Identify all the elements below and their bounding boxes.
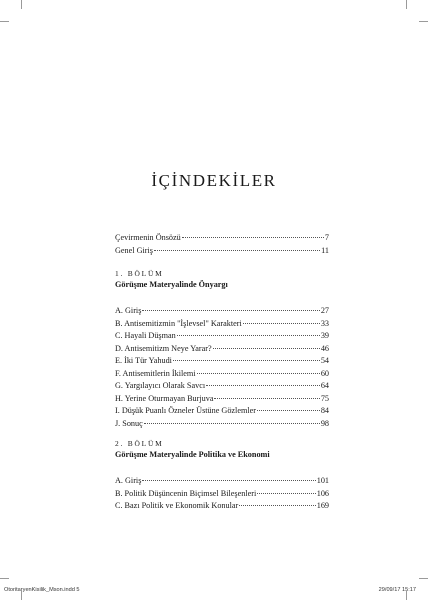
toc-entry-label: D. Antisemitizm Neye Yarar? [115,343,212,353]
toc-entry-page: 27 [320,306,329,315]
toc-entry-label: B. Antisemitizmin "İşlevsel" Karakteri [115,318,242,328]
toc-entry[interactable] [115,245,329,258]
toc-entry[interactable] [115,500,329,513]
toc-entry-label: A. Giriş [115,476,142,485]
dot-leader [257,403,320,411]
toc-entry-page: 169 [316,501,329,510]
toc-entry-page: 46 [320,343,329,353]
section-label: 1. BÖLÜM [115,269,164,278]
toc-entry-label: C. Hayali Düşman [115,331,176,340]
crop-mark [21,0,22,9]
dot-leader [197,366,320,374]
dot-leader [142,303,319,311]
dot-leader [177,328,320,336]
toc-entry-label: B. Politik Düşüncenin Biçimsel Bileşenleri [115,488,257,498]
toc-entry-page: 75 [320,393,329,403]
dot-leader [243,316,320,324]
dot-leader [154,243,320,251]
toc-entry-label: Genel Giriş [115,245,153,255]
toc-entry-page: 11 [321,245,329,255]
crop-mark [0,21,9,22]
section-title: Görüşme Materyalinde Önyargı [115,280,228,289]
dot-leader [213,341,320,349]
toc-entry-label: I. Düşük Puanlı Özneler Üstüne Gözlemler [115,406,256,415]
dot-leader [206,378,320,386]
toc-entry-page: 106 [316,488,329,498]
crop-mark [406,0,407,9]
toc-entry-page: 54 [320,356,329,365]
toc-entry-label: H. Yerine Oturmayan Burjuva [115,393,214,403]
toc-entry[interactable] [115,418,329,431]
crop-mark [0,578,9,579]
toc-entry-page: 33 [320,318,329,328]
section-title: Görüşme Materyalinde Politika ve Ekonomi [115,450,270,459]
toc-entry-page: 84 [320,406,329,415]
dot-leader [173,353,320,361]
dot-leader [214,391,319,399]
toc-entry-label: E. İki Tür Yahudi [115,356,172,365]
section-2 [115,438,329,461]
dot-leader [144,416,320,424]
section-1 [115,268,329,291]
toc-entry-page: 39 [320,331,329,340]
front-matter [115,232,329,257]
section-1-entries [115,305,329,430]
section-label: 2. BÖLÜM [115,439,164,448]
dot-leader [257,486,315,494]
dot-leader [182,230,324,238]
toc-entry-page: 7 [324,233,329,242]
toc-entry-page: 64 [320,381,329,390]
toc-entry-page: 101 [316,476,329,485]
toc-entry-label: F. Antisemitlerin İkilemi [115,368,196,378]
toc-entry-label: G. Yargılayıcı Olarak Savcı [115,381,206,390]
toc-entry-label: J. Sonuç [115,418,143,428]
dot-leader [239,498,315,506]
toc-entry-page: 60 [320,368,329,378]
crop-mark [419,578,428,579]
toc-entry-page: 98 [320,418,329,428]
crop-mark [419,21,428,22]
section-2-entries [115,475,329,513]
page-title: İÇİNDEKİLER [151,171,277,190]
footer-filename: OtoritaryenKisilik_Mson.indd 5 [4,587,80,593]
footer-datetime: 29/09/17 15:17 [378,587,416,593]
toc-entry-label: Çevirmenin Önsözü [115,233,181,242]
dot-leader [142,473,315,481]
toc-entry-label: C. Bazı Politik ve Ekonomik Konular [115,501,239,510]
toc-entry-label: A. Giriş [115,306,142,315]
